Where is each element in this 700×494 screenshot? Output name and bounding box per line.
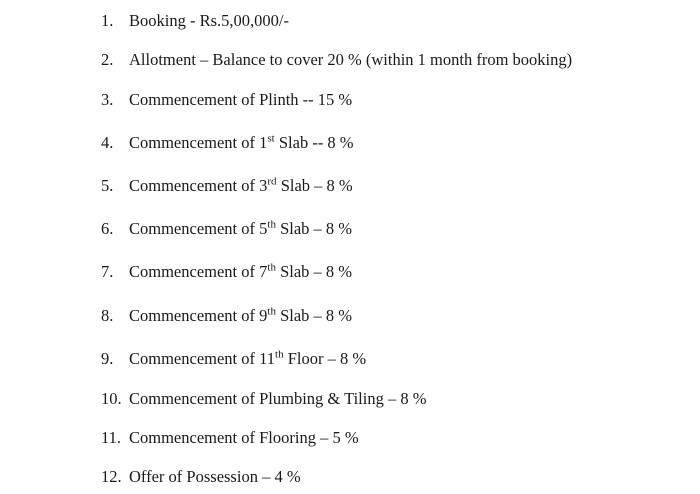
item-text [129,133,354,153]
item-number: 12. [101,467,122,486]
item-number: 9. [101,349,114,368]
item-text-post: Floor – 8 % [283,349,367,368]
item-text-post: Slab -- 8 % [274,133,354,152]
item-text-post: Slab – 8 % [275,306,353,325]
item-text [129,219,352,239]
item-text [129,306,352,326]
item-text-pre: Commencement of 3 [129,176,268,195]
item-text-pre: Commencement of 9 [129,306,268,325]
ordinal-suffix: th [267,218,276,231]
item-number: 4. [101,133,114,152]
item-text: Commencement of Plinth -- 15 % [129,90,353,109]
item-text-post: Slab – 8 % [275,219,353,238]
item-text: Offer of Possession – 4 % [129,467,301,486]
item-text-post: Slab – 8 % [275,262,353,281]
item-text-post: Slab – 8 % [276,176,353,195]
item-text-pre: Commencement of 1 [129,133,268,152]
item-number: 1. [101,11,114,30]
item-number: 5. [101,176,114,195]
ordinal-suffix: st [267,132,275,145]
item-number: 10. [101,389,122,408]
ordinal-suffix: th [275,348,284,361]
item-text-pre: Commencement of 5 [129,219,268,238]
item-text [129,176,353,196]
item-text-pre: Commencement of 7 [129,262,268,281]
item-number: 6. [101,219,114,238]
item-number: 8. [101,306,114,325]
item-text [129,349,366,369]
item-text-pre: Commencement of 11 [129,349,276,368]
item-text: Commencement of Flooring – 5 % [129,428,359,447]
ordinal-suffix: th [267,305,276,318]
item-text [129,262,352,282]
item-number: 3. [101,90,114,109]
item-number: 2. [101,50,114,69]
item-text: Booking - Rs.5,00,000/- [129,11,289,30]
item-text: Allotment – Balance to cover 20 % (within 1 month from booking) [129,50,573,69]
ordinal-suffix: th [267,261,276,274]
item-number: 7. [101,262,114,281]
item-text: Commencement of Plumbing & Tiling – 8 % [129,389,427,408]
item-number: 11. [101,428,122,447]
ordinal-suffix: rd [267,175,277,188]
